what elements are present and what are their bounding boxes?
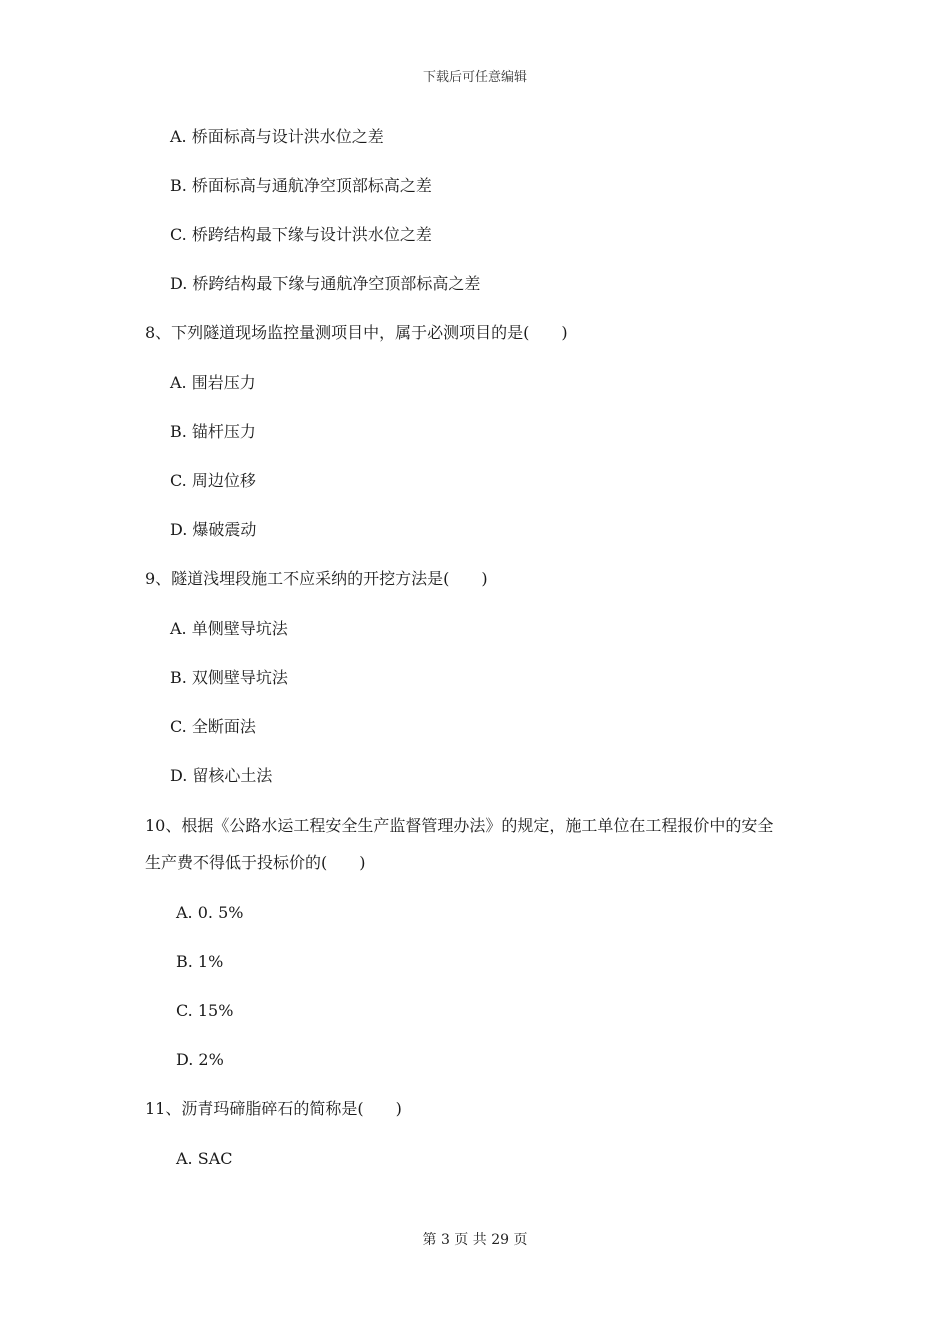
option-10b: B. 1% — [176, 952, 224, 971]
question-9: 9、隧道浅埋段施工不应采纳的开挖方法是( ) — [145, 569, 488, 588]
option-7c: C. 桥跨结构最下缘与设计洪水位之差 — [170, 225, 432, 244]
option-9a: A. 单侧壁导坑法 — [170, 619, 288, 638]
option-10a: A. 0. 5% — [176, 903, 244, 922]
option-9c: C. 全断面法 — [170, 717, 256, 736]
option-9b: B. 双侧壁导坑法 — [170, 668, 288, 687]
option-10c: C. 15% — [176, 1001, 234, 1020]
option-9d: D. 留核心土法 — [170, 766, 273, 785]
question-10-line2: 生产费不得低于投标价的( ) — [145, 853, 366, 872]
question-10-line1: 10、根据《公路水运工程安全生产监督管理办法》的规定，施工单位在工程报价中的安全 — [145, 816, 774, 835]
option-8b: B. 锚杆压力 — [170, 422, 256, 441]
option-11a: A. SAC — [176, 1149, 233, 1168]
option-8a: A. 围岩压力 — [170, 373, 256, 392]
option-8d: D. 爆破震动 — [170, 520, 257, 539]
option-10d: D. 2% — [176, 1050, 224, 1069]
option-7d: D. 桥跨结构最下缘与通航净空顶部标高之差 — [170, 274, 481, 293]
option-7a: A. 桥面标高与设计洪水位之差 — [170, 127, 384, 146]
option-8c: C. 周边位移 — [170, 471, 256, 490]
question-11: 11、沥青玛碲脂碎石的简称是( ) — [145, 1099, 402, 1118]
page-footer: 第 3 页 共 29 页 — [422, 1232, 528, 1248]
option-7b: B. 桥面标高与通航净空顶部标高之差 — [170, 176, 432, 195]
page-header: 下载后可任意编辑 — [422, 70, 527, 85]
question-8: 8、下列隧道现场监控量测项目中，属于必测项目的是( ) — [145, 323, 568, 342]
